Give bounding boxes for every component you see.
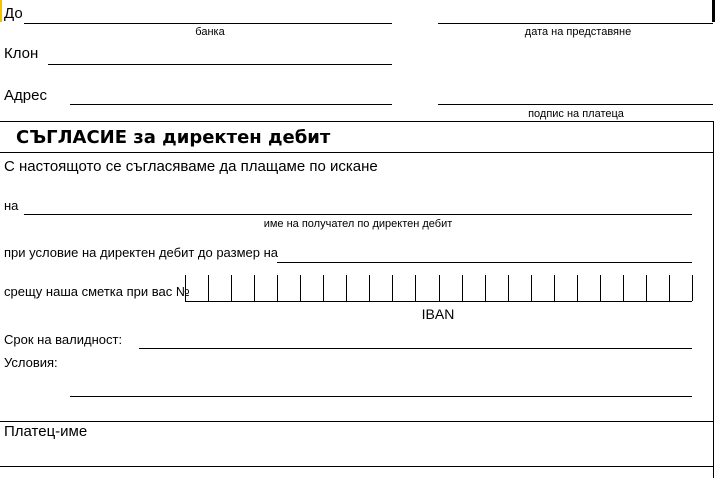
iban-cell-divider [185, 275, 186, 301]
iban-cell-divider [208, 275, 209, 301]
recipient-field[interactable] [24, 214, 692, 215]
iban-cell-divider [392, 275, 393, 301]
validity-field[interactable] [139, 348, 692, 349]
address-field[interactable] [70, 104, 392, 105]
to-label: До [4, 5, 23, 22]
limit-field[interactable] [277, 262, 692, 263]
signature-field[interactable] [438, 104, 713, 105]
iban-cell-divider [254, 275, 255, 301]
iban-cell-divider [439, 275, 440, 301]
branch-field[interactable] [48, 64, 392, 65]
iban-cell-divider [300, 275, 301, 301]
iban-cell-divider [346, 275, 347, 301]
address-label: Адрес [4, 87, 47, 104]
iban-cell-divider [646, 275, 647, 301]
iban-cell-divider [692, 275, 693, 301]
iban-cell-divider [323, 275, 324, 301]
validity-label: Срок на валидност: [4, 332, 123, 347]
iban-cell-divider [485, 275, 486, 301]
date-caption: дата на представяне [524, 26, 632, 38]
on-label: на [4, 198, 19, 213]
date-field[interactable] [438, 23, 713, 24]
branch-label: Клон [4, 45, 39, 62]
payer-section-bottom [0, 466, 714, 467]
conditions-label: Условия: [4, 355, 58, 370]
payer-name-label: Платец-име [4, 423, 88, 440]
iban-cell-divider [577, 275, 578, 301]
corner-marker-right [712, 0, 715, 22]
iban-cell-divider [531, 275, 532, 301]
iban-cell-divider [600, 275, 601, 301]
conditions-field[interactable] [70, 396, 692, 397]
title-divider [0, 152, 714, 153]
account-label: срещу наша сметка при вас № [4, 284, 190, 299]
consent-intro: С настоящото се съгласяваме да плащаме по искане [4, 158, 378, 175]
consent-box-top [0, 121, 714, 122]
corner-marker-left [0, 0, 2, 22]
iban-caption: IBAN [421, 306, 455, 322]
iban-cell-divider [231, 275, 232, 301]
limit-label: при условие на директен дебит до размер на [4, 245, 279, 260]
iban-cell-divider [277, 275, 278, 301]
iban-cell-divider [415, 275, 416, 301]
iban-baseline [185, 301, 692, 302]
iban-cell-divider [669, 275, 670, 301]
consent-box-right [713, 121, 714, 478]
iban-cell-divider [554, 275, 555, 301]
signature-caption: подпис на платеца [528, 108, 624, 120]
recipient-caption: име на получател по директен дебит [263, 218, 453, 230]
iban-cell-divider [508, 275, 509, 301]
iban-cell-divider [623, 275, 624, 301]
payer-section-top [0, 421, 714, 422]
iban-cell-divider [462, 275, 463, 301]
iban-cell-divider [369, 275, 370, 301]
bank-caption: банка [195, 26, 225, 38]
consent-title: СЪГЛАСИЕ за директен дебит [16, 127, 331, 148]
bank-field[interactable] [24, 23, 392, 24]
